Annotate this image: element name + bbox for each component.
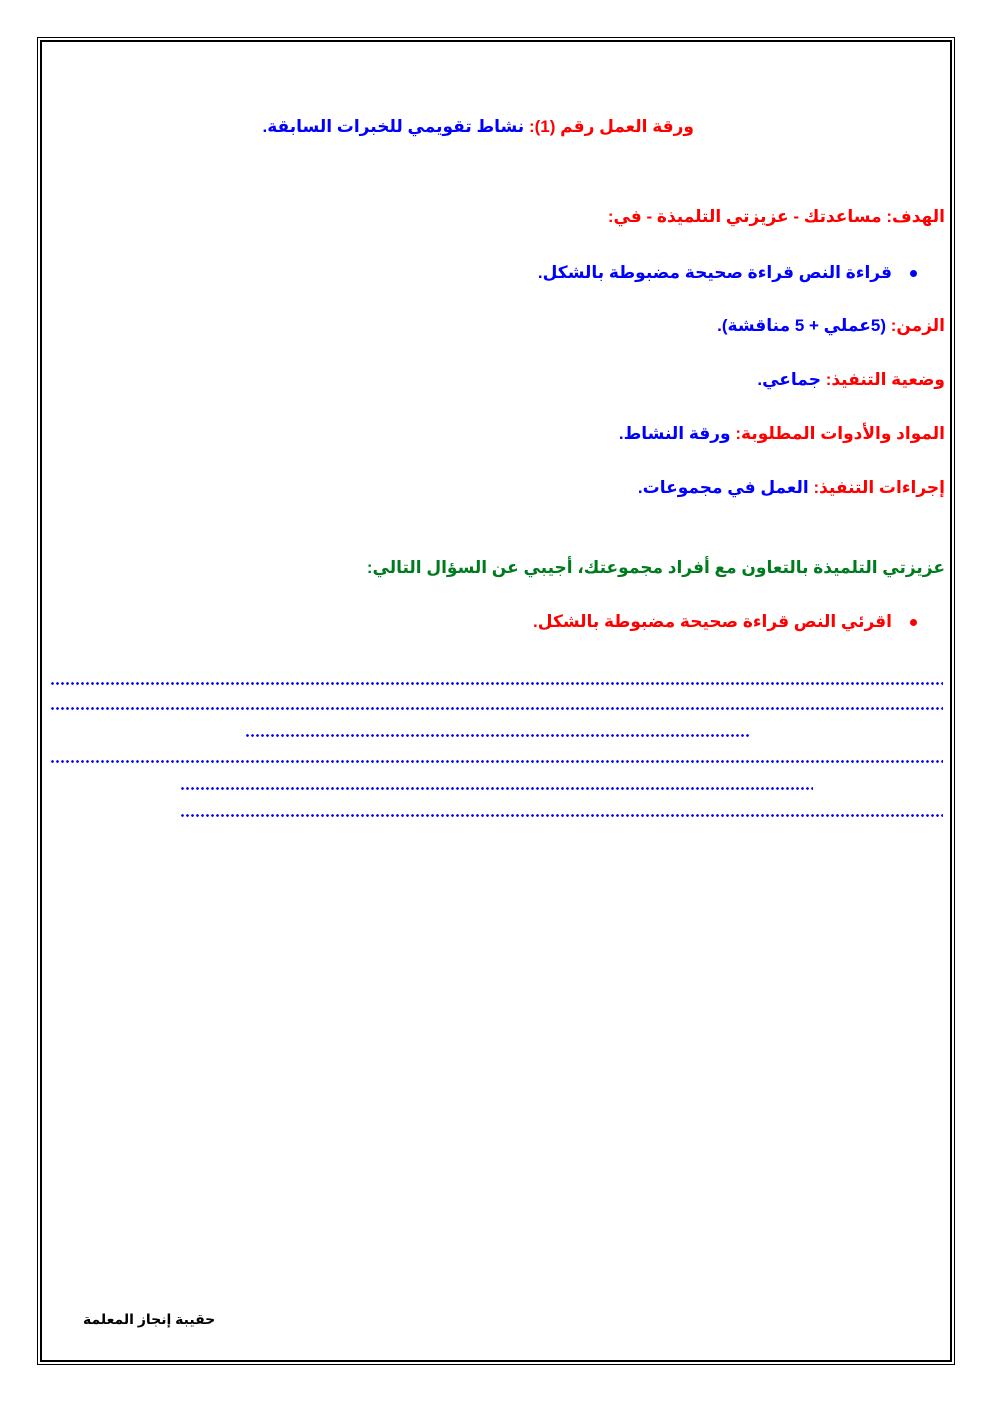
execution-mode-row (757, 370, 945, 390)
instruction-text: عزيزتي التلميذة بالتعاون مع أفراد مجموعتك، أجيبي عن السؤال التالي: (366, 558, 945, 577)
goal-bullet-item (538, 263, 917, 283)
execution-mode-label: وضعية التنفيذ: (825, 370, 945, 389)
bullet-icon (910, 270, 917, 277)
execution-mode-value: جماعي. (757, 370, 821, 389)
materials-label: المواد والأدوات المطلوبة: (735, 424, 945, 443)
time-row (717, 316, 945, 336)
answer-line[interactable] (50, 707, 943, 710)
title-text: نشاط تقويمي للخبرات السابقة. (262, 117, 525, 136)
materials-value: ورقة النشاط. (618, 424, 731, 443)
time-value: (5عملي + 5 مناقشة). (717, 316, 886, 335)
worksheet-title (263, 117, 695, 137)
procedures-label: إجراءات التنفيذ: (813, 478, 945, 497)
goal-heading: الهدف: مساعدتك - عزيزتي التلميذة - في: (607, 207, 945, 226)
answer-line[interactable] (50, 682, 943, 685)
answer-line[interactable] (245, 734, 750, 737)
task-bullet-text: اقرئي النص قراءة صحيحة مضبوطة بالشكل. (533, 612, 892, 631)
footer-text: حقيبة إنجاز المعلمة (83, 1311, 216, 1327)
goal-bullet-text: قراءة النص قراءة صحيحة مضبوطة بالشكل. (537, 263, 892, 282)
answer-line[interactable] (180, 787, 813, 790)
bullet-icon (910, 619, 917, 626)
task-bullet-item (533, 612, 917, 632)
title-label: ورقة العمل رقم (1): (528, 117, 694, 136)
procedures-row (638, 478, 945, 498)
time-label: الزمن: (890, 316, 945, 335)
page-border (40, 40, 952, 1362)
materials-row (619, 424, 945, 444)
answer-line[interactable] (180, 814, 943, 817)
procedures-value: العمل في مجموعات. (637, 478, 809, 497)
answer-line[interactable] (50, 760, 943, 763)
